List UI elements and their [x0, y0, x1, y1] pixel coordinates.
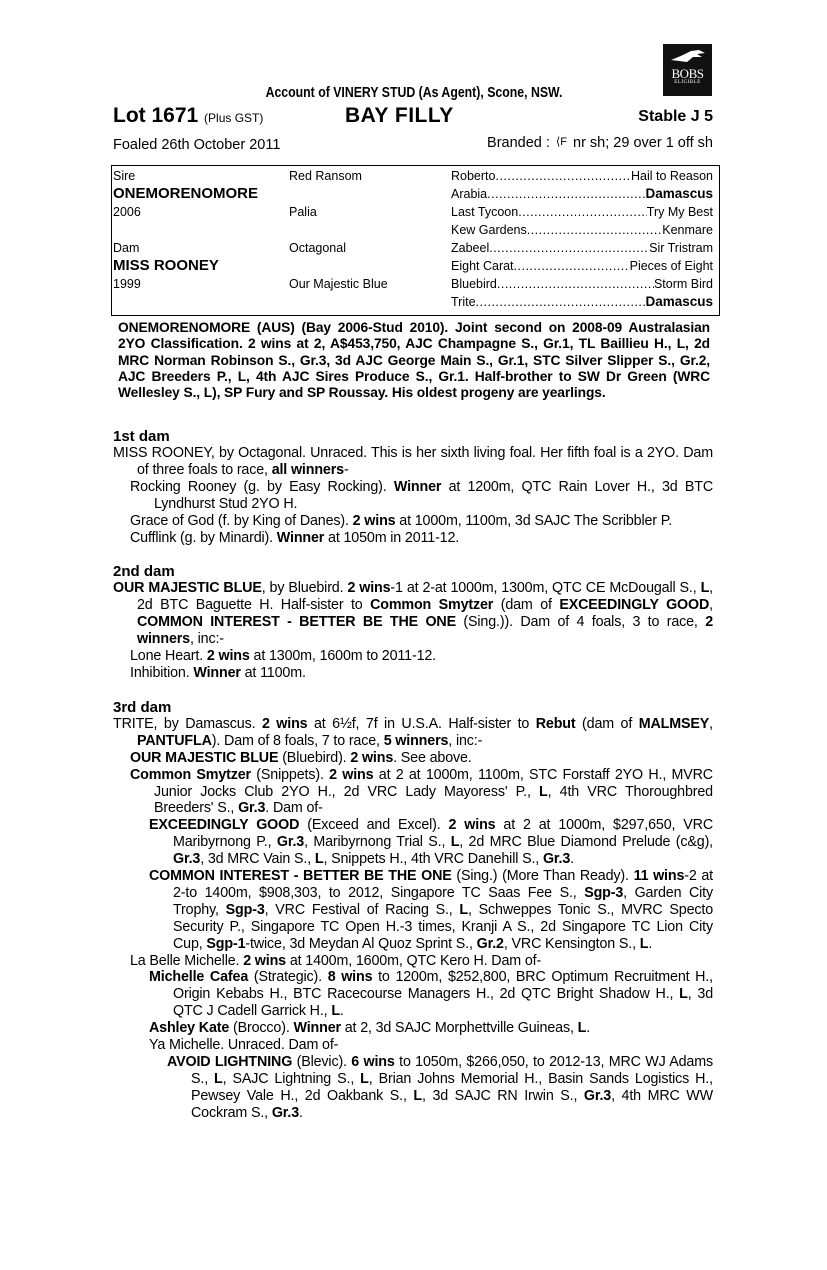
text: , VRC Festival of Racing S., [264, 901, 460, 918]
bold-text: PANTUFLA [137, 732, 212, 749]
dot-leader [487, 185, 645, 203]
horse-head-icon [669, 48, 707, 68]
bold-text: MALMSEY [638, 715, 710, 732]
text: to 1200m, $252,800, BRC Optimum Recruitment H., Origin Kebabs H., BTC Racecourse Managers H., 2d QTC Bright Shadow H., [173, 969, 713, 1003]
text: (Strategic). [248, 969, 328, 986]
produce-entry [113, 767, 713, 818]
bold-text: Michelle Cafea [149, 969, 249, 986]
text: at 1000m, 1100m, 3d SAJC The Scribbler P. [395, 512, 673, 529]
text: -1 at 2-at 1000m, 1300m, QTC CE McDougall S., [390, 580, 701, 597]
dam-section [113, 699, 713, 1122]
text: at 2 at 1000m, $297,650, VRC Maribyrnong P., [173, 817, 713, 851]
produce-entry [113, 716, 713, 750]
pedigree-gen3-row [451, 293, 713, 311]
brand-info [487, 135, 713, 151]
text: (Brocco). [229, 1020, 294, 1037]
bold-text: EXCEEDINGLY GOOD [149, 817, 300, 834]
text: Lone Heart. [130, 648, 207, 665]
dot-leader [489, 239, 649, 257]
text: at 2 at 1000m, 1100m, STC Forstaff 2YO H., MVRC Junior Jocks Club 2YO H., 2d VRC Lady Mayoress' P., [154, 766, 713, 800]
text: , Maribyrnong Trial S., [304, 834, 451, 851]
text: . [339, 1003, 344, 1020]
produce-entry [113, 868, 713, 953]
brand-description: nr sh; 29 over 1 off sh [573, 135, 713, 151]
pedigree-gen3-row [451, 275, 713, 293]
text: (dam of [575, 715, 639, 732]
text: Cufflink (g. by Minardi). [130, 529, 277, 546]
text: , inc:- [189, 631, 224, 648]
produce-entry [113, 648, 713, 665]
produce-entry [113, 1037, 713, 1054]
text: Rocking Rooney (g. by Easy Rocking). [130, 478, 394, 495]
bold-text: 2 wins [261, 715, 308, 732]
text: at 1400m, 1600m, QTC Kero H. Dam of- [286, 952, 542, 969]
text: at 1100m. [240, 664, 306, 681]
brand-label: Branded : [487, 135, 550, 151]
text: at 1050m in 2011-12. [324, 529, 460, 546]
bold-text: Common Smytzer [130, 766, 251, 783]
pedigree-table [111, 165, 720, 316]
text: , [709, 715, 713, 732]
bold-text: Gr.3 [238, 800, 266, 817]
bold-text: OUR MAJESTIC BLUE [130, 749, 279, 766]
dot-leader [495, 167, 631, 185]
text: , Snippets H., 4th VRC Danehill S., [323, 851, 543, 868]
produce-entry [113, 445, 713, 479]
text: at 1300m, 1600m to 2011-12. [249, 648, 436, 665]
text: , 2d MRC Blue Diamond Prelude (c&g), [459, 834, 714, 851]
bold-text: 2 winners [137, 614, 713, 648]
brand-mark-icon: ⟨F [555, 136, 567, 148]
sire-sire: Red Ransom [289, 169, 362, 183]
sire-label: Sire [113, 169, 136, 183]
bold-text: L [331, 1003, 340, 1020]
family-details [113, 428, 713, 1139]
text: (Sing.)). Dam of 4 foals, 3 to race, [455, 614, 706, 631]
text: , [709, 597, 713, 614]
bold-text: L [360, 1070, 369, 1087]
dam-sire: Octagonal [289, 241, 346, 255]
gen3-sire: Eight Carat [451, 259, 514, 273]
dot-leader [514, 257, 630, 275]
bold-text: 5 winners [383, 732, 449, 749]
text: , 2d BTC Baguette H. Half-sister to [137, 580, 713, 614]
bold-text: Sgp-3 [225, 901, 265, 918]
text: MISS ROONEY, by Octagonal. Unraced. This is her sixth living foal. Her fifth foal is a 2YO. Dam of three foals to race, [113, 445, 713, 478]
section-heading: 1st dam [113, 428, 170, 445]
pedigree-gen3-row [451, 167, 713, 185]
text: Grace of God (f. by King of Danes). [130, 512, 353, 529]
text: , 3d SAJC RN Irwin S., [422, 1087, 584, 1104]
text: TRITE, by Damascus. [113, 715, 262, 732]
produce-entry [113, 969, 713, 1020]
bold-text: 2 wins [329, 766, 374, 783]
gen3-dam-sire: Hail to Reason [631, 169, 713, 183]
bold-text: Common Smytzer [370, 597, 494, 614]
pedigree-gen3-row [451, 185, 713, 203]
bold-text: L [700, 580, 710, 597]
bold-text: L [314, 851, 324, 868]
vendor-account-text: Account of VINERY STUD (As Agent), Scone, NSW. [265, 84, 562, 101]
gen3-dam-sire: Kenmare [662, 223, 713, 237]
text: La Belle Michelle. [130, 952, 244, 969]
dot-leader [476, 293, 646, 311]
produce-entry [113, 513, 713, 530]
sire-name: ONEMORENOMORE [113, 185, 259, 202]
text: . [648, 935, 653, 952]
bold-text: L [214, 1070, 223, 1087]
text: , 4th VRC Thoroughbred Breeders' S., [154, 783, 713, 817]
text: , SAJC Lightning S., [222, 1070, 361, 1087]
horse-description: BAY FILLY [345, 104, 454, 127]
text: (Snippets). [250, 766, 330, 783]
dot-leader [518, 203, 647, 221]
logo-subtext: ELIGIBLE [674, 80, 701, 85]
produce-entry [113, 479, 713, 513]
bold-text: L [450, 834, 460, 851]
dam-dam: Our Majestic Blue [289, 277, 388, 291]
bold-text: Sgp-1 [206, 935, 246, 952]
text: . [570, 851, 574, 868]
bold-text: 2 wins [347, 580, 391, 597]
bold-text: Rebut [535, 715, 576, 732]
bold-text: Gr.3 [271, 1104, 300, 1121]
bold-text: AVOID LIGHTNING [167, 1054, 293, 1070]
pedigree-gen3-row [451, 239, 713, 257]
produce-entry [113, 750, 713, 767]
bold-text: 2 wins [352, 512, 396, 529]
logo-text: BOBS [671, 66, 704, 81]
text: -2 at 2-to 1400m, $908,303, to 2012, Singapore TC Saas Fee S., [173, 868, 714, 901]
gen3-sire: Roberto [451, 169, 496, 183]
text: . Dam of- [265, 800, 323, 817]
text: (dam of [493, 597, 560, 614]
text: . See above. [393, 749, 472, 766]
text: Ya Michelle. Unraced. Dam of- [149, 1037, 339, 1054]
bold-text: Winner [393, 478, 442, 495]
gen3-sire: Kew Gardens [451, 223, 527, 237]
gst-note: (Plus GST) [204, 111, 264, 125]
section-heading: 3rd dam [113, 698, 172, 716]
produce-entry [113, 817, 713, 868]
text: , VRC Kensington S., [503, 935, 640, 952]
text: (Blevic). [292, 1054, 352, 1070]
dot-leader [497, 275, 654, 293]
bold-text: Sgp-3 [584, 884, 624, 901]
text: at 2, 3d SAJC Morphettville Guineas, [340, 1020, 578, 1037]
bold-text: L [679, 986, 688, 1003]
bold-text: L [459, 901, 469, 918]
gen3-dam-sire: Storm Bird [653, 277, 713, 291]
bold-text: 11 wins [633, 868, 685, 885]
sire-summary: ONEMORENOMORE (AUS) (Bay 2006-Stud 2010). Joint second on 2008-09 Australasian 2YO Classification. 2 wins at 2, A$453,750, AJC Champagne S., Gr.1, TL Baillieu H., L, 2d MRC Norman Robinson S., Gr.3, 3d AJC George Main S., Gr.1, STC Silver Slipper S., Gr.2, AJC Breeders P., L, 4th AJC Sires Produce S., Gr.1. Half-brother to SW Dr Green (WRC Wellesley S., L), SP Fury and SP Roussay. His oldest progeny are yearlings. [118, 320, 710, 401]
bold-text: L [413, 1087, 423, 1104]
text: , Schweppes Tonic S., MVRC Specto Security P., Singapore TC Open H.-3 times, Kranji A S., 2d Singapore TC Lion City Cup, [173, 901, 714, 952]
text: , by Bluebird. [261, 580, 348, 597]
text: - [343, 461, 349, 478]
bold-text: 2 wins [206, 648, 250, 665]
stable-location: Stable J 5 [638, 108, 713, 125]
gen3-sire: Zabeel [451, 241, 490, 255]
bold-text: 6 wins [351, 1054, 395, 1070]
dot-leader [527, 221, 663, 239]
bold-text: all winners [271, 461, 344, 478]
dam-year: 1999 [113, 277, 141, 291]
produce-entry [113, 1054, 713, 1122]
produce-entry [113, 530, 713, 547]
bold-text: EXCEEDINGLY GOOD [559, 597, 710, 614]
gen3-dam-sire: Sir Tristram [649, 241, 713, 255]
dam-section [113, 428, 713, 546]
gen3-sire: Last Tycoon [451, 205, 519, 219]
bold-text: Winner [276, 529, 325, 546]
text: , inc:- [448, 732, 483, 749]
dam-name: MISS ROONEY [113, 257, 219, 274]
text: , 4th MRC WW Cockram S., [191, 1087, 713, 1121]
gen3-dam-sire: Damascus [645, 294, 713, 309]
bold-text: COMMON INTEREST - BETTER BE THE ONE [137, 614, 456, 631]
text: to 1050m, $266,050, to 2012-13, MRC WJ Adams S., [191, 1054, 713, 1087]
bold-text: L [639, 935, 649, 952]
bold-text: Winner [193, 664, 241, 681]
text: . [299, 1104, 303, 1121]
dam-section [113, 563, 713, 681]
text: , Garden City Trophy, [173, 884, 713, 918]
bold-text: 2 wins [243, 952, 286, 969]
gen3-dam-sire: Try My Best [646, 205, 713, 219]
text: (Sing.) (More Than Ready). [451, 868, 634, 885]
bold-text: Gr.2 [476, 935, 504, 952]
foaled-date: Foaled 26th October 2011 [113, 137, 281, 153]
sire-year: 2006 [113, 205, 141, 219]
pedigree-gen3-row [451, 203, 713, 221]
vendor-account [0, 84, 827, 101]
text: (Bluebird). [278, 749, 351, 766]
bold-text: L [539, 783, 548, 800]
text: at 1200m, QTC Rain Lover H., 3d BTC Lyndhurst Stud 2YO H. [154, 478, 713, 512]
produce-entry [113, 1020, 713, 1037]
text: Inhibition. [130, 664, 194, 681]
bold-text: Gr.3 [542, 851, 571, 868]
bold-text: Gr.3 [583, 1087, 612, 1104]
produce-entry [113, 665, 713, 682]
bold-text: Winner [293, 1020, 341, 1037]
bold-text: OUR MAJESTIC BLUE [113, 580, 262, 597]
section-heading: 2nd dam [113, 563, 175, 581]
gen3-sire: Trite [451, 295, 476, 309]
bold-text: Ashley Kate [149, 1020, 230, 1037]
text: -twice, 3d Meydan Al Quoz Sprint S., [245, 935, 477, 952]
text: , 3d QTC J Cadell Garrick H., [173, 986, 714, 1020]
bold-text: 2 wins [448, 817, 496, 834]
text: , 3d MRC Vain S., [200, 851, 315, 868]
lot-label: Lot 1671 [113, 104, 199, 127]
sire-dam: Palia [289, 205, 317, 219]
produce-entry [113, 580, 713, 648]
pedigree-gen3-row [451, 257, 713, 275]
bold-text: COMMON INTEREST - BETTER BE THE ONE [149, 868, 452, 885]
lot-number [113, 104, 263, 128]
gen3-sire: Arabia [451, 187, 488, 201]
bold-text: L [577, 1020, 587, 1037]
produce-entry [113, 953, 713, 970]
text: at 6½f, 7f in U.S.A. Half-sister to [307, 715, 536, 732]
text: , Brian Johns Memorial H., Basin Sands Logistics H., Pewsey Vale H., 2d Oakbank S., [191, 1070, 713, 1104]
dam-label: Dam [113, 241, 140, 255]
bold-text: 2 wins [350, 749, 394, 766]
bold-text: Gr.3 [173, 851, 201, 868]
gen3-sire: Bluebird [451, 277, 497, 291]
lot-header [113, 104, 713, 130]
bold-text: Gr.3 [276, 834, 305, 851]
gen3-dam-sire: Damascus [645, 186, 713, 201]
text: ). Dam of 8 foals, 7 to race, [211, 732, 384, 749]
pedigree-gen3-row [451, 221, 713, 239]
text: (Exceed and Excel). [299, 817, 449, 834]
bold-text: 8 wins [327, 969, 373, 986]
gen3-dam-sire: Pieces of Eight [629, 259, 713, 273]
text: . [586, 1020, 591, 1037]
